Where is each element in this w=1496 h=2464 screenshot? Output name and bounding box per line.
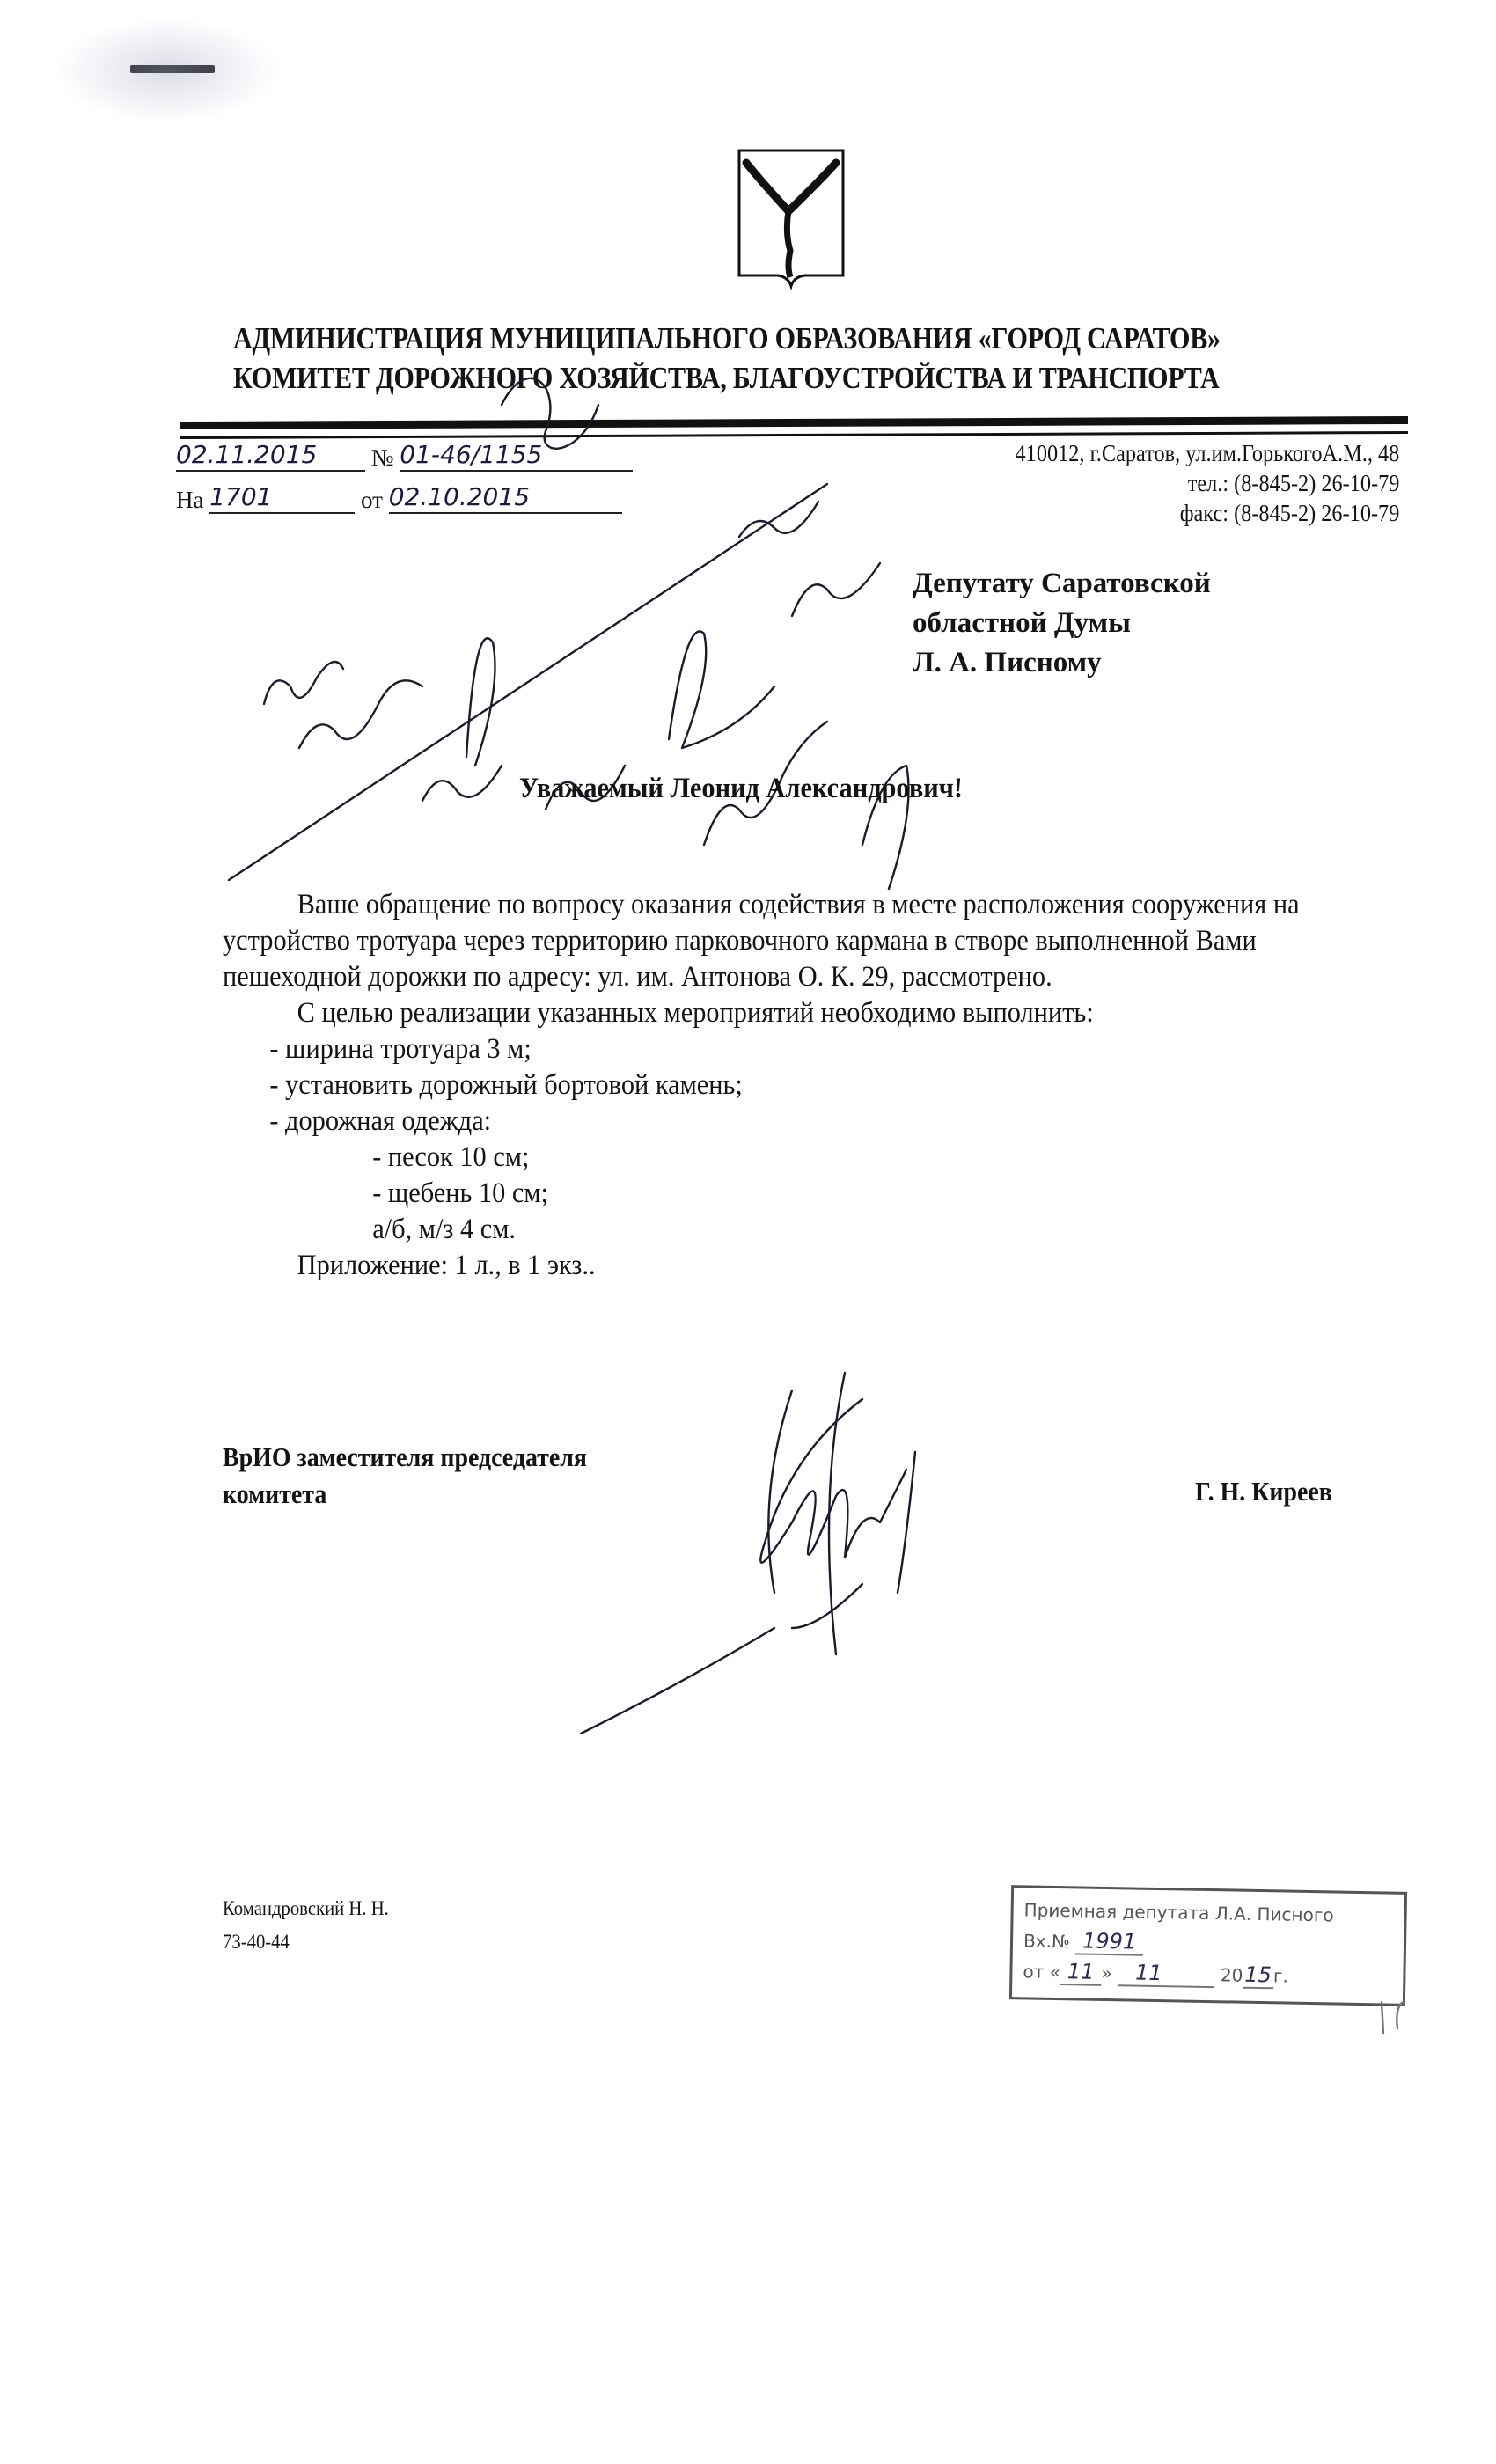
number-label: № <box>370 444 394 471</box>
stamp-year-end: г. <box>1272 1965 1289 1987</box>
pavement-layer-item: - песок 10 см; <box>372 1141 530 1173</box>
signatory-title-line2: комитета <box>223 1478 327 1509</box>
executor-name: Командровский Н. Н. <box>223 1897 389 1919</box>
greeting: Уважаемый Леонид Александрович! <box>519 773 963 804</box>
reply-from-date: 02.10.2015 <box>389 482 622 514</box>
executor-info <box>223 1892 389 1959</box>
org-name-line2: КОМИТЕТ ДОРОЖНОГО ХОЗЯЙСТВА, БЛАГОУСТРОЙСТВА И ТРАНСПОРТА <box>233 361 1220 395</box>
stamp-incoming-number: 1991 <box>1075 1928 1144 1955</box>
org-phone: тел.: (8-845-2) 26-10-79 <box>1187 470 1399 496</box>
stamp-day: 11 <box>1060 1959 1102 1986</box>
incoming-registration-stamp <box>1009 1885 1407 2006</box>
stamp-month: 11 <box>1118 1960 1215 1988</box>
outgoing-date: 02.11.2015 <box>176 440 365 472</box>
reply-from-label: от <box>360 487 383 513</box>
handwritten-resolution <box>211 352 950 898</box>
scan-smudge <box>53 18 282 123</box>
attachment-note: Приложение: 1 л., в 1 экз.. <box>297 1250 596 1281</box>
letter-body <box>223 887 1300 1284</box>
signatory-name: Г. Н. Киреев <box>1195 1476 1332 1507</box>
handwritten-signature <box>528 1364 1021 1734</box>
pavement-layer-item: а/б, м/з 4 см. <box>372 1214 517 1245</box>
stamp-date-row: от « 11 » 11 2015г. <box>1023 1955 1393 1992</box>
org-fax: факс: (8-845-2) 26-10-79 <box>1179 500 1399 526</box>
body-paragraph-2: С целью реализации указанных мероприятий необходимо выполнить: <box>297 997 1094 1029</box>
stamp-office: Приемная депутата Л.А. Писного <box>1023 1899 1334 1926</box>
org-address: 410012, г.Саратов, ул.им.ГорькогоА.М., 48 <box>1015 440 1399 466</box>
reply-to-label: На <box>176 487 204 513</box>
org-name-line1: АДМИНИСТРАЦИЯ МУНИЦИПАЛЬНОГО ОБРАЗОВАНИЯ «ГОРОД САРАТОВ» <box>233 321 1221 356</box>
body-paragraph-1: Ваше обращение по вопросу оказания содействия в месте расположения сооружения на устройство тротуара через территорию парковочного кармана в створе выполненной Вами пешеходной дорожки по адресу: ул. им. Антонова О. К. 29, рассмотрено. <box>223 889 1300 993</box>
outgoing-number: 01-46/1155 <box>400 440 633 472</box>
recipient-line1: Депутату Саратовской <box>913 568 1211 599</box>
stamp-year-suffix: 15 <box>1243 1962 1273 1990</box>
requirement-item: - установить дорожный бортовой камень; <box>269 1069 743 1101</box>
requirement-item: - ширина тротуара 3 м; <box>269 1033 532 1065</box>
pavement-layer-item: - щебень 10 см; <box>372 1177 549 1209</box>
stamp-from-label: от « <box>1023 1961 1061 1984</box>
executor-phone: 73-40-44 <box>223 1931 290 1953</box>
signatory-title-line1: ВрИО заместителя председателя <box>223 1441 588 1472</box>
recipient-line2: областной Думы <box>913 607 1131 639</box>
stamp-year-prefix: 20 <box>1220 1964 1243 1986</box>
saratov-coat-of-arms-icon <box>734 145 848 295</box>
recipient-line3: Л. А. Писному <box>913 647 1102 678</box>
reply-to-number: 1701 <box>209 482 355 514</box>
requirement-item: - дорожная одежда: <box>269 1105 492 1137</box>
stamp-incoming-label: Вх.№ <box>1023 1930 1070 1953</box>
handwritten-mark <box>1373 1998 1426 2050</box>
